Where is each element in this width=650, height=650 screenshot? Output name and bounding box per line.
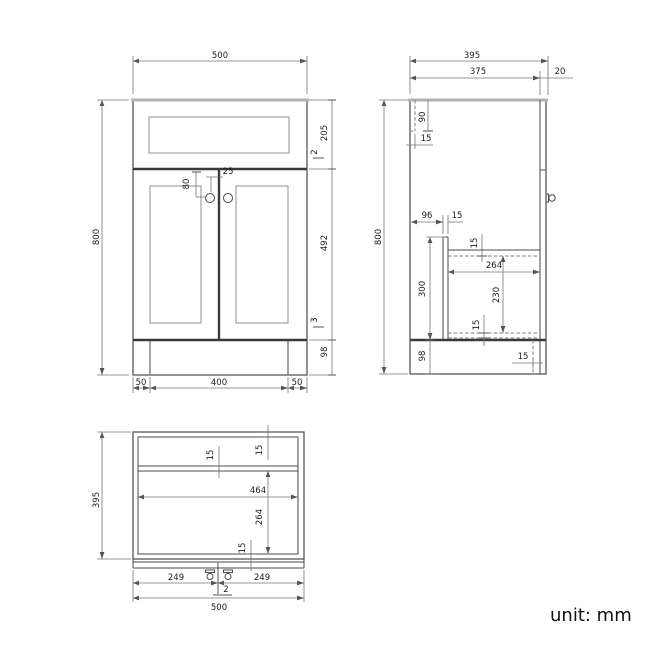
drawer-front-panel [149,117,289,153]
dim-front-overall-width: 500 [211,51,229,61]
front-view-dimensions [92,51,336,393]
dim-side-plinth-height: 98 [418,350,428,362]
dim-side-door-thickness: 20 [554,67,566,77]
plan-left-knob-icon [206,570,215,580]
dim-front-door-bottom-gap: 3 [310,317,320,323]
dim-side-back-rail-height: 90 [418,111,428,123]
dim-plan-back-rail-width: 15 [206,449,216,461]
plan-view-cabinet-outline [133,432,304,594]
dim-front-top-section: 205 [320,124,330,142]
dim-front-handle-top-offset: 80 [182,178,192,190]
dim-side-back-rail-thickness: 15 [420,134,432,144]
dim-plan-door-left: 249 [167,573,185,583]
dim-side-divider-thickness: 15 [451,211,463,221]
dim-side-body-depth: 375 [469,67,487,77]
dim-plan-interior-width: 464 [249,486,267,496]
dim-plan-overall-depth: 395 [92,491,102,509]
dim-side-divider-setback: 96 [421,211,433,221]
dim-front-plinth-inset-left: 50 [135,378,147,388]
dim-front-plinth-height: 98 [320,346,330,358]
left-knob-icon [206,194,215,203]
unit-label: unit: mm [550,605,632,626]
plan-view [92,425,304,613]
dim-plan-door-gap: 2 [223,585,229,595]
dim-plan-door-right: 249 [253,573,271,583]
dim-plan-interior-depth: 264 [255,508,265,526]
dim-side-divider-height: 300 [418,280,428,298]
dim-side-plinth-recess: 15 [517,352,529,362]
dim-side-shelf-thickness: 15 [470,237,480,249]
left-door-panel [150,186,201,323]
dim-front-door-height: 492 [320,234,330,252]
dim-front-handle-center-offset: 25 [222,167,234,177]
dim-side-overall-depth: 395 [463,51,481,61]
dim-front-overall-height: 800 [92,228,102,246]
dim-front-plinth-inset-right: 50 [291,378,303,388]
right-door-panel [236,186,288,323]
dim-plan-back-panel-thickness: 15 [255,444,265,456]
dim-side-shelf-spacing: 230 [492,286,502,304]
dim-plan-overall-width: 500 [210,603,228,613]
dim-side-interior-depth: 264 [485,261,503,271]
dim-side-overall-height: 800 [374,228,384,246]
right-knob-icon [224,194,233,203]
dim-side-bottom-thickness: 15 [472,319,482,331]
dim-plan-front-rail-width: 15 [238,542,248,554]
dim-front-drawer-gap: 2 [310,149,320,155]
side-view [374,51,573,374]
plan-view-dimensions [92,425,304,613]
front-view-cabinet-outline [131,100,309,375]
plan-right-knob-icon [224,570,233,580]
dim-front-plinth-width: 400 [210,378,228,388]
front-view [92,51,336,393]
side-knob-icon [546,194,555,202]
